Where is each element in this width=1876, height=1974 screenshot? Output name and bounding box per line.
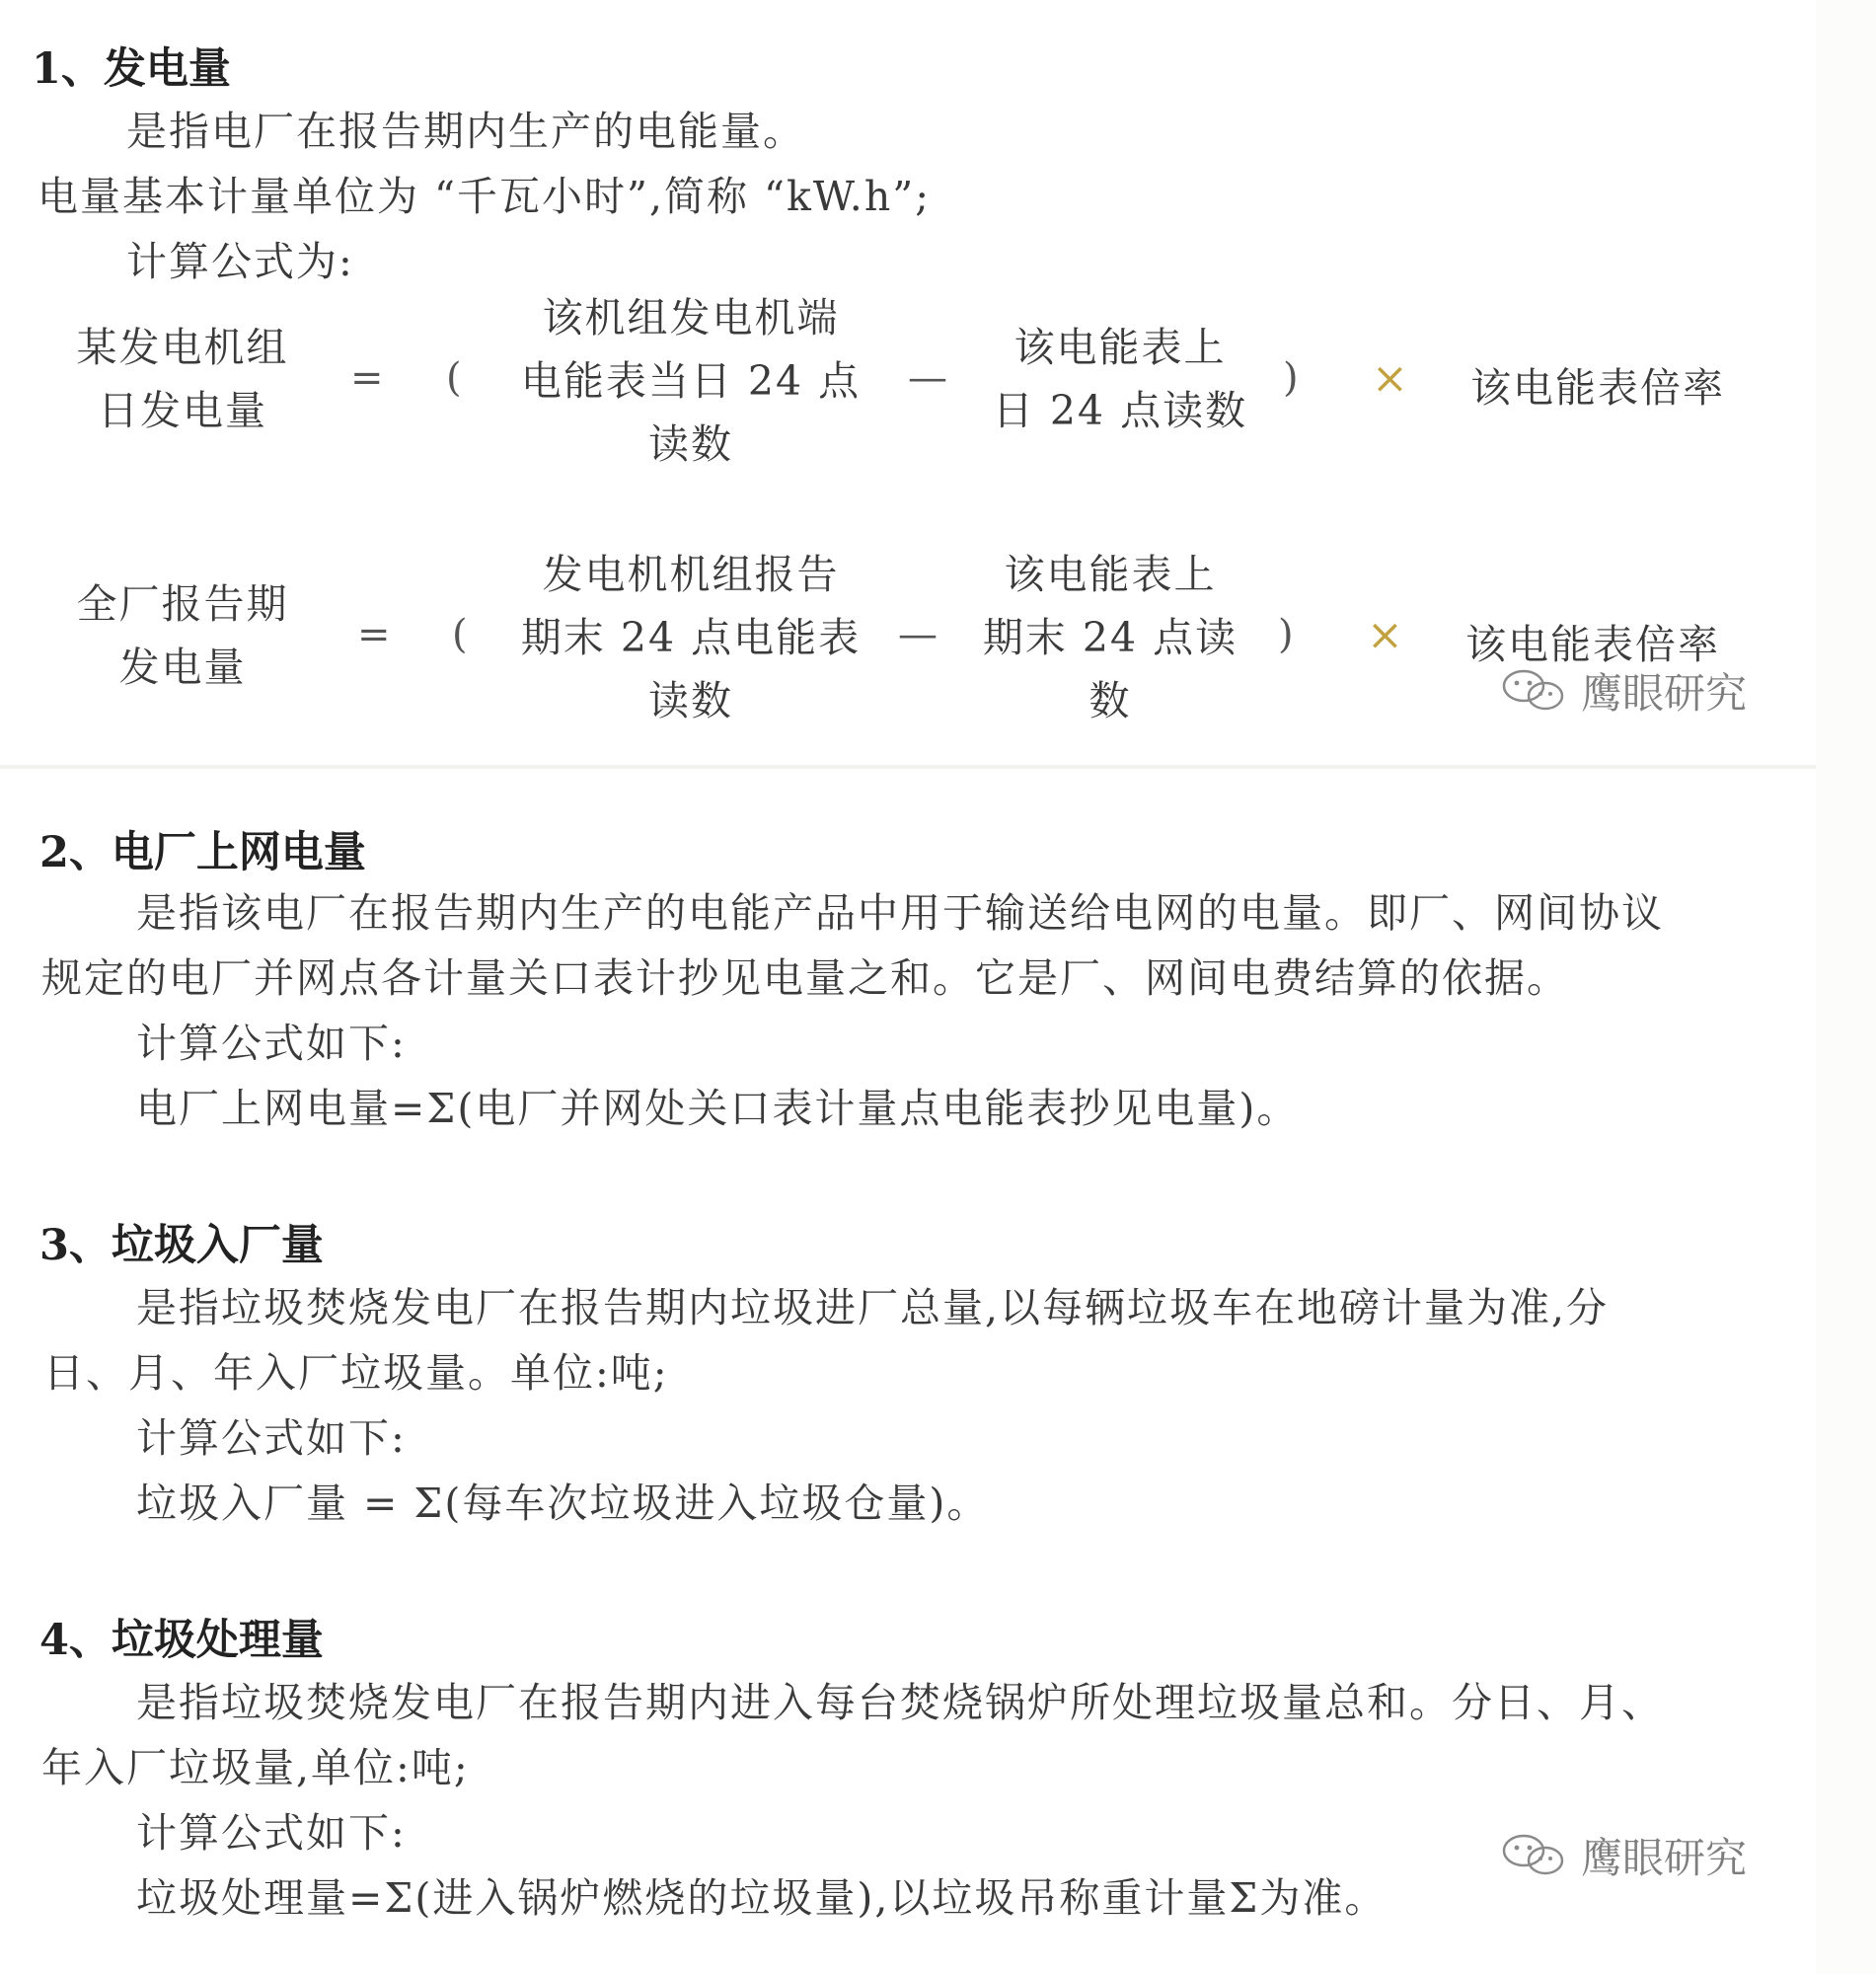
- watermark-text: 鹰眼研究: [1581, 1834, 1748, 1882]
- section-2-heading: 2、电厂上网电量: [39, 828, 366, 877]
- watermark: [1500, 661, 1747, 721]
- formula-2-factor: 该电能表倍率: [1465, 621, 1720, 668]
- formula-2-equals: =: [357, 612, 391, 657]
- section-4-heading: 4、垃圾处理量: [39, 1616, 324, 1665]
- formula-1-term1: 该机组发电机端 电能表当日 24 点 读数: [520, 294, 862, 468]
- section-3-formula: 垃圾入厂量 = Σ(每车次垃圾进入垃圾仓量)。: [136, 1480, 990, 1527]
- section-2-formula: 电厂上网电量=Σ(电厂并网处关口表计量点电能表抄见电量)。: [136, 1085, 1300, 1132]
- section-2-definition-line2: 规定的电厂并网点各计量关口表计抄见电量之和。它是厂、网间电费结算的依据。: [41, 954, 1569, 1002]
- section-4-definition-line1: 是指垃圾焚烧发电厂在报告期内进入每台焚烧锅炉所处理垃圾量总和。分日、月、: [136, 1679, 1664, 1726]
- formula-1-lhs: 某发电机组 日发电量: [76, 324, 289, 434]
- formula-1-left-paren: (: [446, 355, 462, 401]
- section-4-formula: 垃圾处理量=Σ(进入锅炉燃烧的垃圾量),以垃圾吊称重计量Σ为准。: [136, 1874, 1388, 1922]
- formula-1-factor: 该电能表倍率: [1470, 364, 1725, 412]
- section-1-heading: 1、发电量: [32, 44, 231, 94]
- formula-2-lhs: 全厂报告期 发电量: [76, 580, 289, 691]
- formula-2-term1: 发电机机组报告 期末 24 点电能表 读数: [520, 551, 862, 724]
- section-4-formula-intro: 计算公式如下:: [136, 1809, 407, 1857]
- section-3-definition-line1: 是指垃圾焚烧发电厂在报告期内垃圾进厂总量,以每辆垃圾车在地磅计量为准,分: [136, 1284, 1610, 1331]
- section-1-formula-intro: 计算公式为:: [126, 238, 354, 285]
- section-3-definition-line2: 日、月、年入厂垃圾量。单位:吨;: [43, 1349, 669, 1397]
- wechat-icon: [1500, 668, 1569, 714]
- formula-2-right-paren: ): [1278, 612, 1294, 657]
- watermark-text: 鹰眼研究: [1581, 669, 1748, 718]
- watermark-bottom: [1500, 1826, 1747, 1885]
- section-2-formula-intro: 计算公式如下:: [136, 1020, 407, 1067]
- section-1-unit-line: 电量基本计量单位为 “千瓦小时”,简称 “kW.h”;: [38, 173, 932, 220]
- formula-2-left-paren: (: [452, 612, 468, 657]
- formula-1-equals: =: [350, 355, 384, 401]
- section-1-definition: 是指电厂在报告期内生产的电能量。: [126, 108, 805, 155]
- formula-1-times: ×: [1372, 353, 1408, 404]
- formula-1-minus: —: [908, 355, 947, 401]
- formula-2-term2: 该电能表上 期末 24 点读 数: [982, 551, 1238, 724]
- wechat-icon: [1500, 1833, 1569, 1878]
- section-4-definition-line2: 年入厂垃圾量,单位:吨;: [41, 1744, 470, 1791]
- formula-2-minus: —: [898, 612, 938, 657]
- formula-2-times: ×: [1367, 610, 1403, 660]
- formula-1-right-paren: ): [1283, 355, 1299, 401]
- formula-1-term2: 该电能表上 日 24 点读数: [992, 324, 1248, 434]
- section-3-heading: 3、垃圾入厂量: [39, 1221, 324, 1270]
- section-2-definition-line1: 是指该电厂在报告期内生产的电能产品中用于输送给电网的电量。即厂、网间协议: [136, 889, 1664, 937]
- section-3-formula-intro: 计算公式如下:: [136, 1414, 407, 1462]
